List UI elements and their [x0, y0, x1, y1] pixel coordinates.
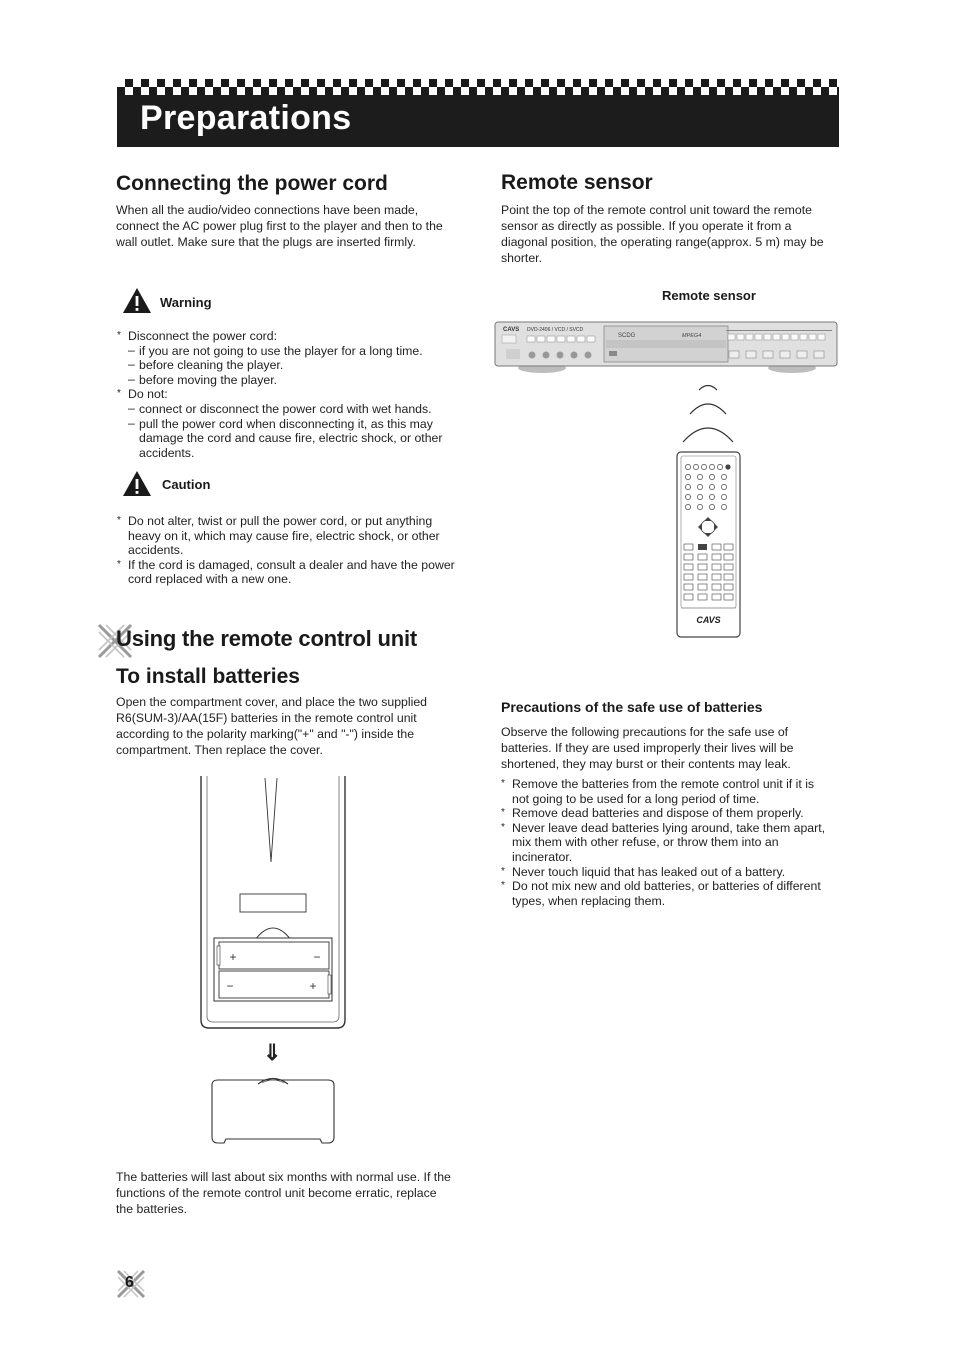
asterisk-icon: *	[501, 807, 505, 819]
caution-list	[117, 514, 462, 587]
precautions-heading: Precautions of the safe use of batteries	[501, 699, 763, 715]
asterisk-icon: *	[501, 778, 505, 789]
precautions-list	[501, 777, 831, 908]
install-batteries-body: Open the compartment cover, and place the two supplied R6(SUM-3)/AA(15F) batteries in the remote control unit according to the polarity marking("+" and "-") inside the compartment. Then replace the cover.	[116, 695, 428, 757]
warning-item: * Do not:	[117, 387, 168, 402]
remote-brand: CAVS	[696, 615, 721, 625]
battery2-plus: +	[309, 979, 317, 993]
title-bar	[117, 95, 839, 147]
warning-label: Warning	[160, 295, 212, 310]
warning-subitem: – before cleaning the player.	[128, 357, 284, 373]
precaution-item: * Never touch liquid that has leaked out of a battery.	[501, 864, 786, 879]
battery-life-text: The batteries will last about six months with normal use. If the functions of the remote control unit become erratic, replace the batteries.	[116, 1170, 451, 1216]
caution-label: Caution	[162, 477, 211, 492]
page-number: 6	[125, 1274, 134, 1291]
warning-item: * Disconnect the power cord:	[117, 329, 278, 343]
power-cord-heading: Connecting the power cord	[116, 172, 388, 195]
asterisk-icon: *	[501, 821, 505, 833]
asterisk-icon: *	[501, 865, 505, 877]
warning-list	[117, 329, 462, 460]
player-model: DVD-2406 / VCD / SVCD	[527, 327, 584, 333]
precaution-item: * Remove the batteries from the remote control unit if it is not going to be used for a long period of time.	[501, 777, 815, 806]
battery1-minus: −	[313, 950, 321, 964]
player-tray-label: SCDG	[618, 333, 636, 339]
asterisk-icon: *	[117, 558, 121, 570]
remote-unit-section-heading: Using the remote control unit	[116, 626, 417, 651]
warning-icon	[122, 287, 152, 314]
remote-sensor-figure-label: Remote sensor	[662, 288, 756, 303]
asterisk-icon: *	[117, 515, 121, 526]
battery-compartment-illustration	[197, 776, 349, 1032]
install-batteries-heading: To install batteries	[116, 665, 300, 688]
page-title: Preparations	[140, 99, 352, 137]
down-arrow-icon: ⇓	[263, 1040, 282, 1065]
battery1-plus: +	[229, 950, 237, 964]
warning-subitem: – if you are not going to use the player for a long time.	[128, 342, 423, 358]
power-cord-body: When all the audio/video connections have been made, connect the AC power plug first to the player and then to the wall outlet. Make sure that the plugs are inserted firmly.	[116, 203, 443, 249]
remote-control-illustration	[676, 451, 741, 639]
dvd-player-illustration	[494, 318, 839, 376]
asterisk-icon: *	[501, 880, 505, 892]
asterisk-icon: *	[117, 330, 121, 341]
player-brand: CAVS	[503, 327, 520, 333]
warning-subitem: – connect or disconnect the power cord with wet hands.	[128, 400, 432, 416]
player-badge: MPEG4	[682, 333, 702, 339]
caution-item: * If the cord is damaged, consult a dealer and have the power cord replaced with a new one.	[117, 557, 455, 587]
caution-item: * Do not alter, twist or pull the power cord, or put anything heavy on it, which may cause fire, electric shock, or other accidents.	[117, 514, 440, 558]
remote-sensor-heading: Remote sensor	[501, 171, 653, 194]
caution-icon	[122, 470, 152, 497]
battery-cover-illustration	[208, 1075, 338, 1147]
signal-waves-icon	[680, 380, 736, 452]
precaution-item: * Remove dead batteries and dispose of them properly.	[501, 806, 804, 821]
asterisk-icon: *	[117, 388, 121, 400]
remote-sensor-body: Point the top of the remote control unit toward the remote sensor as directly as possible. If you operate it from a diagonal position, the operating range(approx. 5 m) may be shorter.	[501, 203, 824, 265]
checker-pattern	[117, 79, 839, 95]
battery2-minus: −	[226, 979, 234, 993]
precaution-item: * Do not mix new and old batteries, or batteries of different types, when replacing them.	[501, 879, 821, 908]
warning-subitem: – before moving the player.	[128, 371, 278, 387]
precaution-item: * Never leave dead batteries lying around, take them apart, mix them with other refuse, or throw them into an incinerator.	[501, 820, 826, 864]
precautions-body: Observe the following precautions for the safe use of batteries. If they are used improperly their lives will be shortened, they may burst or their contents may leak.	[501, 725, 794, 771]
warning-subitem: – pull the power cord when disconnecting it, as this may damage the cord and cause fire, electric shock, or other accidents.	[128, 415, 443, 460]
